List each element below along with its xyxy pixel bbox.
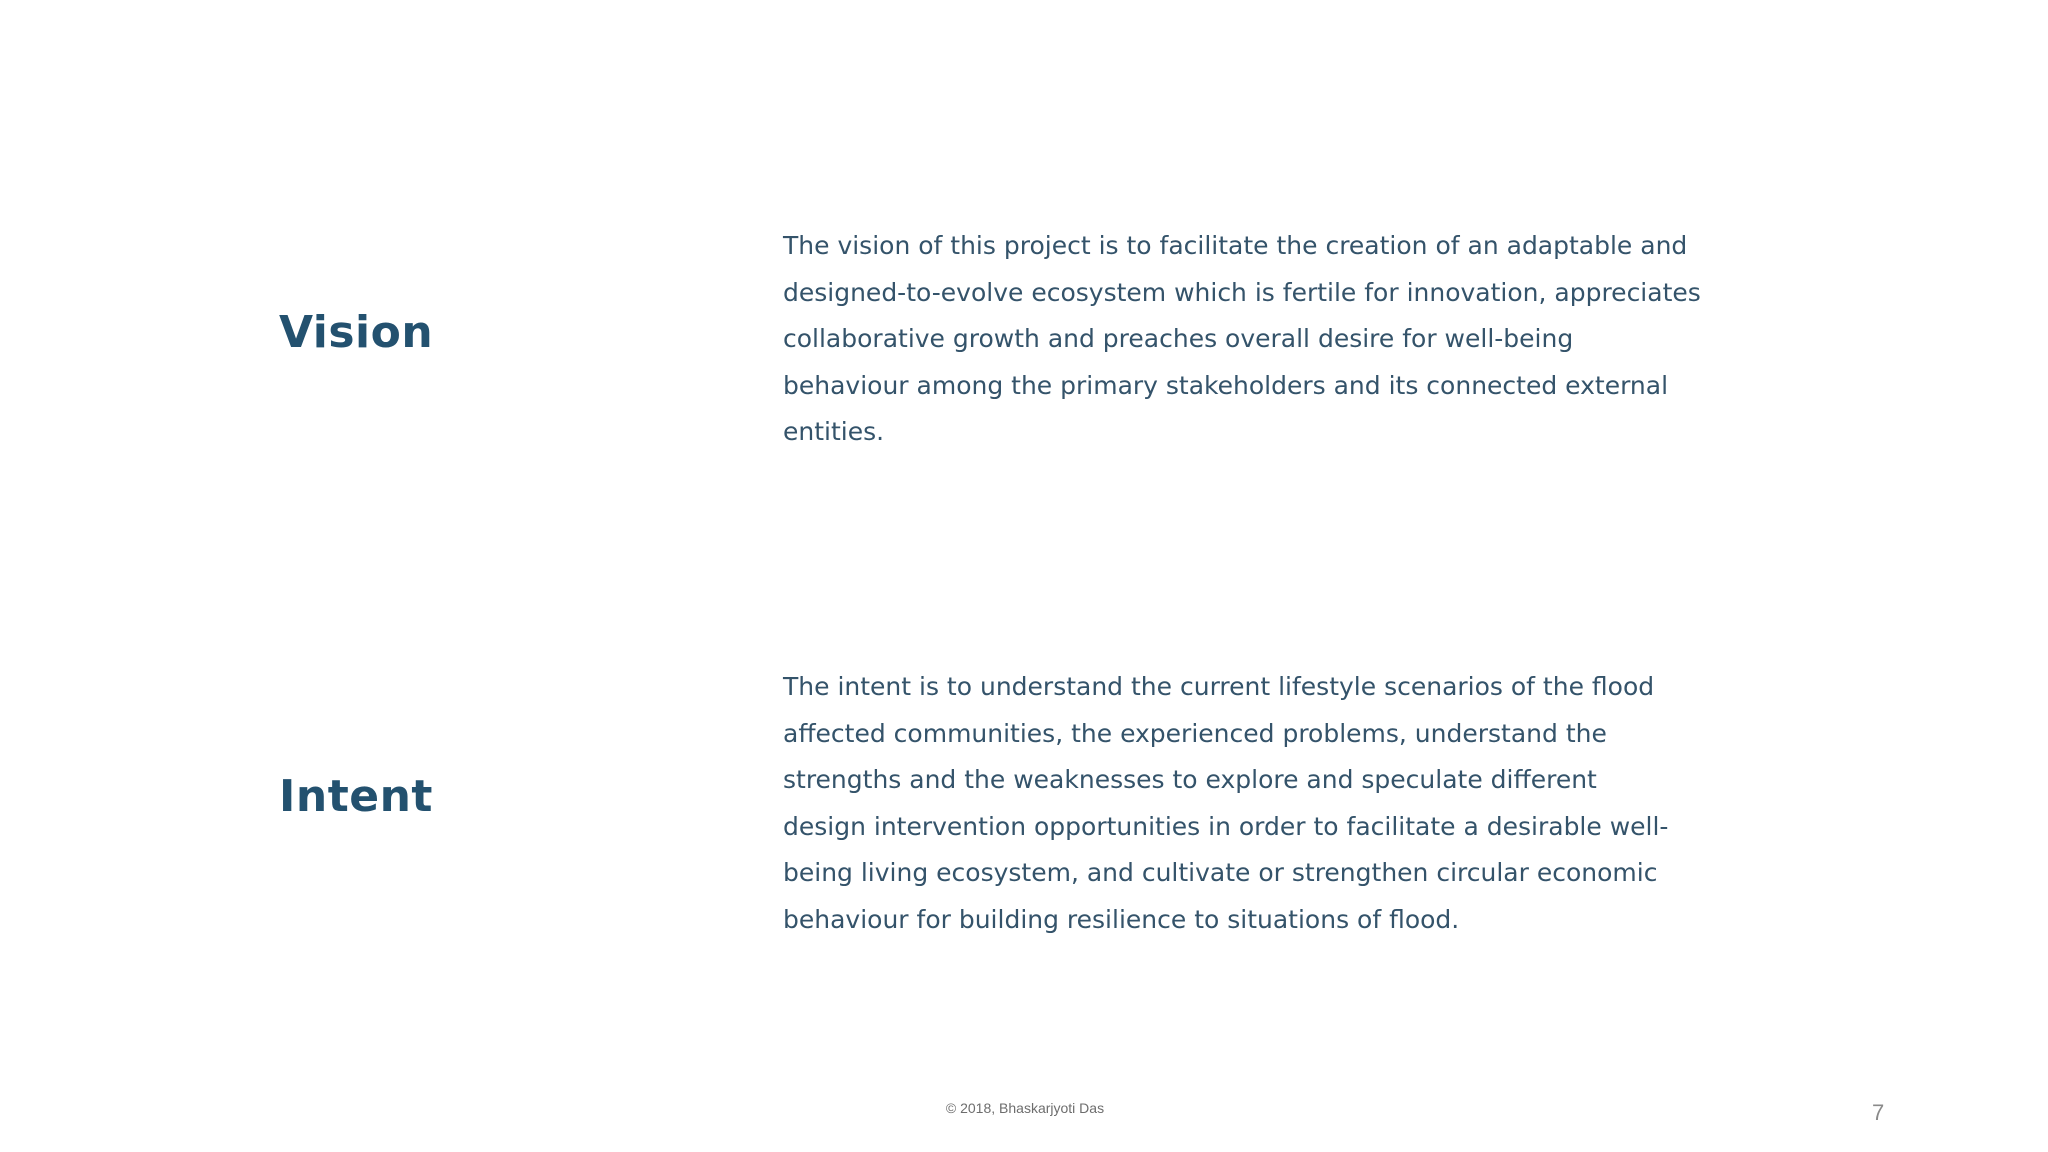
intent-heading: Intent xyxy=(279,771,433,822)
intent-line: The intent is to understand the current lifestyle scenarios of the flood xyxy=(783,672,1655,701)
intent-paragraph xyxy=(783,664,1783,943)
vision-paragraph xyxy=(783,223,1783,456)
page-number: 7 xyxy=(1872,1100,1885,1125)
vision-line: designed-to-evolve ecosystem which is fertile for innovation, appreciates xyxy=(783,277,1701,307)
intent-line: behaviour for building resilience to situations of flood. xyxy=(783,904,1460,934)
vision-line: behaviour among the primary stakeholders and its connected external xyxy=(783,370,1669,400)
intent-line: design intervention opportunities in order to facilitate a desirable well- xyxy=(783,811,1669,841)
vision-line: entities. xyxy=(783,417,885,446)
footer-copyright: © 2018, Bhaskarjyoti Das xyxy=(945,1100,1105,1116)
vision-line: collaborative growth and preaches overall desire for well-being xyxy=(783,324,1574,353)
intent-line: being living ecosystem, and cultivate or strengthen circular economic xyxy=(783,858,1658,887)
vision-heading: Vision xyxy=(279,307,434,358)
intent-line: affected communities, the experienced problems, understand the xyxy=(783,718,1607,748)
intent-line: strengths and the weaknesses to explore and speculate different xyxy=(783,765,1597,794)
vision-line: The vision of this project is to facilitate the creation of an adaptable and xyxy=(783,231,1688,260)
